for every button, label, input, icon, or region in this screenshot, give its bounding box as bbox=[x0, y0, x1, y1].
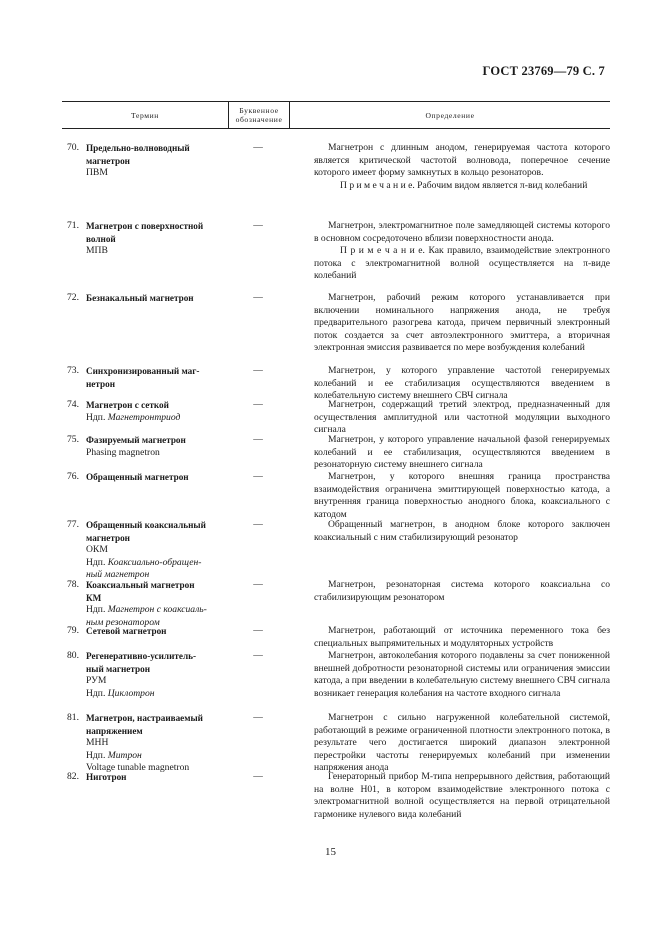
definition-cell bbox=[288, 142, 610, 192]
term-name: Коаксиальный магнетрон bbox=[86, 580, 195, 590]
term-cell bbox=[62, 579, 228, 629]
deprecated-term: Митрон bbox=[107, 749, 142, 761]
definition-cell bbox=[288, 399, 610, 437]
term-number: 76. bbox=[67, 471, 79, 482]
table-row bbox=[62, 142, 610, 192]
table-row bbox=[62, 519, 610, 582]
term-cell bbox=[62, 625, 228, 650]
term-name: Обращенный магнетрон bbox=[86, 472, 189, 482]
table-row bbox=[62, 650, 610, 700]
term-number: 72. bbox=[67, 292, 79, 303]
term-name: Сетевой магнетрон bbox=[86, 626, 167, 636]
term-line bbox=[67, 532, 228, 545]
term-line bbox=[67, 725, 228, 738]
term-cell bbox=[62, 399, 228, 437]
synonym-text: Ндп. bbox=[86, 411, 108, 423]
term-cell bbox=[62, 434, 228, 472]
term-line bbox=[67, 471, 228, 484]
term-name: ный магнетрон bbox=[86, 663, 151, 674]
term-name: магнетрон bbox=[86, 532, 130, 543]
abbreviation-cell: — bbox=[253, 292, 263, 303]
abbreviation-cell: — bbox=[253, 771, 263, 782]
term-synonym bbox=[67, 688, 228, 701]
term-name: Ниготрон bbox=[86, 772, 127, 782]
definition-cell bbox=[288, 771, 610, 821]
synonym-text: Ндп. bbox=[86, 604, 108, 616]
term-name: Магнетрон с сеткой bbox=[86, 400, 169, 410]
definition-text: Магнетрон, у которого внешняя граница пространства взаимодействия ограничена эмиттирующей поверхностью катода, а внутренняя граница поверхностью анодного блока, коаксиального с катодом bbox=[314, 471, 610, 520]
term-cell bbox=[62, 365, 228, 403]
definition-cell bbox=[288, 220, 610, 283]
term-number bbox=[67, 233, 86, 246]
term-cell bbox=[62, 220, 228, 283]
synonym-text: Phasing magnetron bbox=[86, 446, 160, 458]
definition-cell bbox=[288, 625, 610, 650]
synonym-text: МНН bbox=[86, 737, 109, 749]
abbreviation-cell: — bbox=[253, 712, 263, 723]
synonym-text: Ндп. bbox=[86, 749, 108, 761]
term-name: Фазируемый магнетрон bbox=[86, 435, 186, 445]
definition-text: Магнетрон, автоколебания которого подавлены за счет пониженной внешней добротности резонаторной системы или ограничения эмиссии катода, а при введении в колебательную систему внешнего СВЧ сигнала возникает генерация колебания на частоте входного сигнала bbox=[314, 650, 610, 699]
table-row bbox=[62, 220, 610, 283]
term-line bbox=[67, 155, 228, 168]
synonym-text: Ндп. bbox=[86, 556, 108, 568]
synonym-text: ПВМ bbox=[86, 167, 108, 179]
abbreviation-cell: — bbox=[253, 399, 263, 410]
table-body bbox=[62, 129, 610, 869]
term-number: 78. bbox=[67, 579, 79, 590]
term-name: напряжением bbox=[86, 725, 143, 736]
column-header-definition: Определение bbox=[425, 110, 475, 120]
term-name: Обращенный коаксиальный bbox=[86, 520, 206, 530]
term-name: нетрон bbox=[86, 378, 115, 389]
term-synonym bbox=[67, 544, 228, 557]
synonym-text: РУМ bbox=[86, 675, 107, 687]
term-number: 74. bbox=[67, 399, 79, 410]
definition-text: Магнетрон, у которого управление начальной фазой генерируемых колебаний и ее стабилизация, осуществляются введением в резонаторную систему внешнего сигнала bbox=[314, 434, 610, 471]
definition-text: Магнетрон, работающий от источника переменного тока без специальных выпрямительных и модуляторных устройств bbox=[314, 625, 610, 649]
term-synonym bbox=[67, 412, 228, 425]
column-header-term: Термин bbox=[62, 102, 229, 128]
definition-cell bbox=[288, 365, 610, 403]
term-name: КМ bbox=[86, 592, 102, 603]
table-row bbox=[62, 625, 610, 650]
term-number bbox=[67, 592, 86, 605]
term-name: Магнетрон с поверхностной bbox=[86, 221, 204, 231]
table-row bbox=[62, 399, 610, 437]
definition-cell bbox=[288, 434, 610, 472]
term-name: волной bbox=[86, 233, 116, 244]
table-row bbox=[62, 712, 610, 775]
abbreviation-cell: — bbox=[253, 434, 263, 445]
term-number: 73. bbox=[67, 365, 79, 376]
term-cell bbox=[62, 519, 228, 582]
term-line bbox=[67, 365, 228, 378]
term-number: 82. bbox=[67, 771, 79, 782]
term-line bbox=[67, 220, 228, 233]
term-line bbox=[67, 434, 228, 447]
term-line bbox=[67, 142, 228, 155]
term-number: 80. bbox=[67, 650, 79, 661]
table-row bbox=[62, 365, 610, 403]
definition-text: Магнетрон, содержащий третий электрод, предназначенный для осуществления амплитудной или частотной модуляции выходного сигнала bbox=[314, 399, 610, 436]
term-name: магнетрон bbox=[86, 155, 130, 166]
term-cell bbox=[62, 292, 228, 355]
term-name: Синхронизированный маг- bbox=[86, 366, 200, 376]
abbreviation-cell: — bbox=[253, 365, 263, 376]
definition-text: Обращенный магнетрон, в анодном блоке которого заключен коаксиальный с ним стабилизирующий резонатор bbox=[314, 519, 610, 543]
term-cell bbox=[62, 142, 228, 192]
term-synonym bbox=[67, 750, 228, 763]
term-number: 75. bbox=[67, 434, 79, 445]
terms-table bbox=[62, 101, 610, 869]
term-number bbox=[67, 155, 86, 168]
synonym-text: Ндп. bbox=[86, 687, 108, 699]
term-number: 70. bbox=[67, 142, 79, 153]
term-name: Предельно-волноводный bbox=[86, 143, 190, 153]
term-line bbox=[67, 712, 228, 725]
definition-note: П р и м е ч а н и е. Как правило, взаимодействие электронного потока с электромагнитной волной осуществляется на π-виде колебаний bbox=[314, 245, 610, 282]
abbreviation-cell: — bbox=[253, 519, 263, 530]
deprecated-term: Циклотрон bbox=[107, 687, 155, 699]
term-number: 79. bbox=[67, 625, 79, 636]
term-line bbox=[67, 378, 228, 391]
term-synonym bbox=[67, 447, 228, 460]
term-cell bbox=[62, 650, 228, 700]
term-line bbox=[67, 399, 228, 412]
abbreviation-cell: — bbox=[253, 471, 263, 482]
abbreviation-cell: — bbox=[253, 625, 263, 636]
page-number: 15 bbox=[325, 846, 336, 858]
definition-text: Магнетрон, у которого управление частотой генерируемых колебаний и ее стабилизация осуществляются введением в колебательную систему внешнего СВЧ сигнала bbox=[314, 365, 610, 402]
definition-cell bbox=[288, 712, 610, 775]
term-number bbox=[67, 378, 86, 391]
term-number bbox=[67, 663, 86, 676]
term-synonym bbox=[67, 167, 228, 180]
table-row bbox=[62, 434, 610, 472]
term-synonym bbox=[67, 737, 228, 750]
deprecated-term: ный магнетрон bbox=[86, 569, 150, 581]
term-name: Магнетрон, настраиваемый bbox=[86, 713, 203, 723]
abbreviation-cell: — bbox=[253, 650, 263, 661]
term-line bbox=[67, 592, 228, 605]
term-line bbox=[67, 650, 228, 663]
term-number: 77. bbox=[67, 519, 79, 530]
definition-text: Магнетрон с длинным анодом, генерируемая частота которого является критической частотой волновода, поперечное сечение которого имеет форму замкнутых в кольцо резонаторов. bbox=[314, 142, 610, 179]
term-cell bbox=[62, 712, 228, 775]
term-synonym bbox=[67, 245, 228, 258]
term-line bbox=[67, 625, 228, 638]
term-name: Безнакальный магнетрон bbox=[86, 293, 194, 303]
table-row bbox=[62, 579, 610, 629]
term-line bbox=[67, 579, 228, 592]
term-line bbox=[67, 292, 228, 305]
table-row bbox=[62, 292, 610, 355]
term-name: Регенеративно-усилитель- bbox=[86, 651, 197, 661]
synonym-text: Voltage tunable magnetron bbox=[86, 762, 190, 774]
synonym-text: ОКМ bbox=[86, 544, 108, 556]
deprecated-term: Магнетрон с коаксиаль- bbox=[107, 604, 207, 616]
definition-cell bbox=[288, 650, 610, 700]
term-number bbox=[67, 532, 86, 545]
term-synonym bbox=[67, 675, 228, 688]
table-row bbox=[62, 471, 610, 521]
term-line bbox=[67, 771, 228, 784]
definition-cell bbox=[288, 579, 610, 629]
abbreviation-cell: — bbox=[253, 579, 263, 590]
deprecated-term: ным резонатором bbox=[86, 616, 160, 628]
definition-note: П р и м е ч а н и е. Рабочим видом является π-вид колебаний bbox=[340, 179, 588, 191]
table-row bbox=[62, 771, 610, 821]
definition-text: Генераторный прибор М-типа непрерывного действия, работающий на волне H01, в котором взаимодействие электронного потока с электромагнитной волной осуществляется на первой отрицательной гармонике нулевого вида колебаний bbox=[314, 771, 610, 820]
definition-text: Магнетрон, рабочий режим которого устанавливается при включении номинального напряжения анода, не требуя предварительного разогрева катода, причем первичный электронный поток создается за счет автоэлектронного эмиттера, а вторичная электронная эмиссия развивается по мере возбуждения колебаний bbox=[314, 292, 610, 354]
synonym-text: МПВ bbox=[86, 245, 108, 257]
term-synonym bbox=[67, 557, 228, 570]
definition-cell bbox=[288, 519, 610, 582]
deprecated-term: Магнетронтриод bbox=[107, 411, 181, 423]
definition-text: Магнетрон, электромагнитное поле замедляющей системы которого в основном сосредоточено вблизи поверхностности анода. bbox=[314, 220, 610, 244]
term-synonym bbox=[67, 604, 228, 617]
definition-cell bbox=[288, 471, 610, 521]
term-cell bbox=[62, 471, 228, 521]
term-number: 81. bbox=[67, 712, 79, 723]
term-number: 71. bbox=[67, 220, 79, 231]
abbreviation-cell: — bbox=[253, 142, 263, 153]
abbreviation-cell: — bbox=[253, 220, 263, 231]
deprecated-term: Коаксиально-обращен- bbox=[107, 556, 202, 568]
document-reference: ГОСТ 23769—79 С. 7 bbox=[482, 64, 605, 78]
term-cell bbox=[62, 771, 228, 821]
definition-cell bbox=[288, 292, 610, 355]
term-line bbox=[67, 663, 228, 676]
term-line bbox=[67, 233, 228, 246]
term-line bbox=[67, 519, 228, 532]
table-header bbox=[62, 101, 610, 129]
definition-text: Магнетрон с сильно нагруженной колебательной системой, работающий в режиме ограниченной плотности электронного потока, в результате чего достигается широкий диапазон электронной перестройки частоты генерируемых колебаний при изменении напряжения анода bbox=[314, 712, 610, 774]
definition-text: Магнетрон, резонаторная система которого коаксиальна со стабилизирующим резонатором bbox=[314, 579, 610, 603]
column-header-abbreviation: Буквенное обозначение bbox=[229, 102, 290, 128]
term-number bbox=[67, 725, 86, 738]
